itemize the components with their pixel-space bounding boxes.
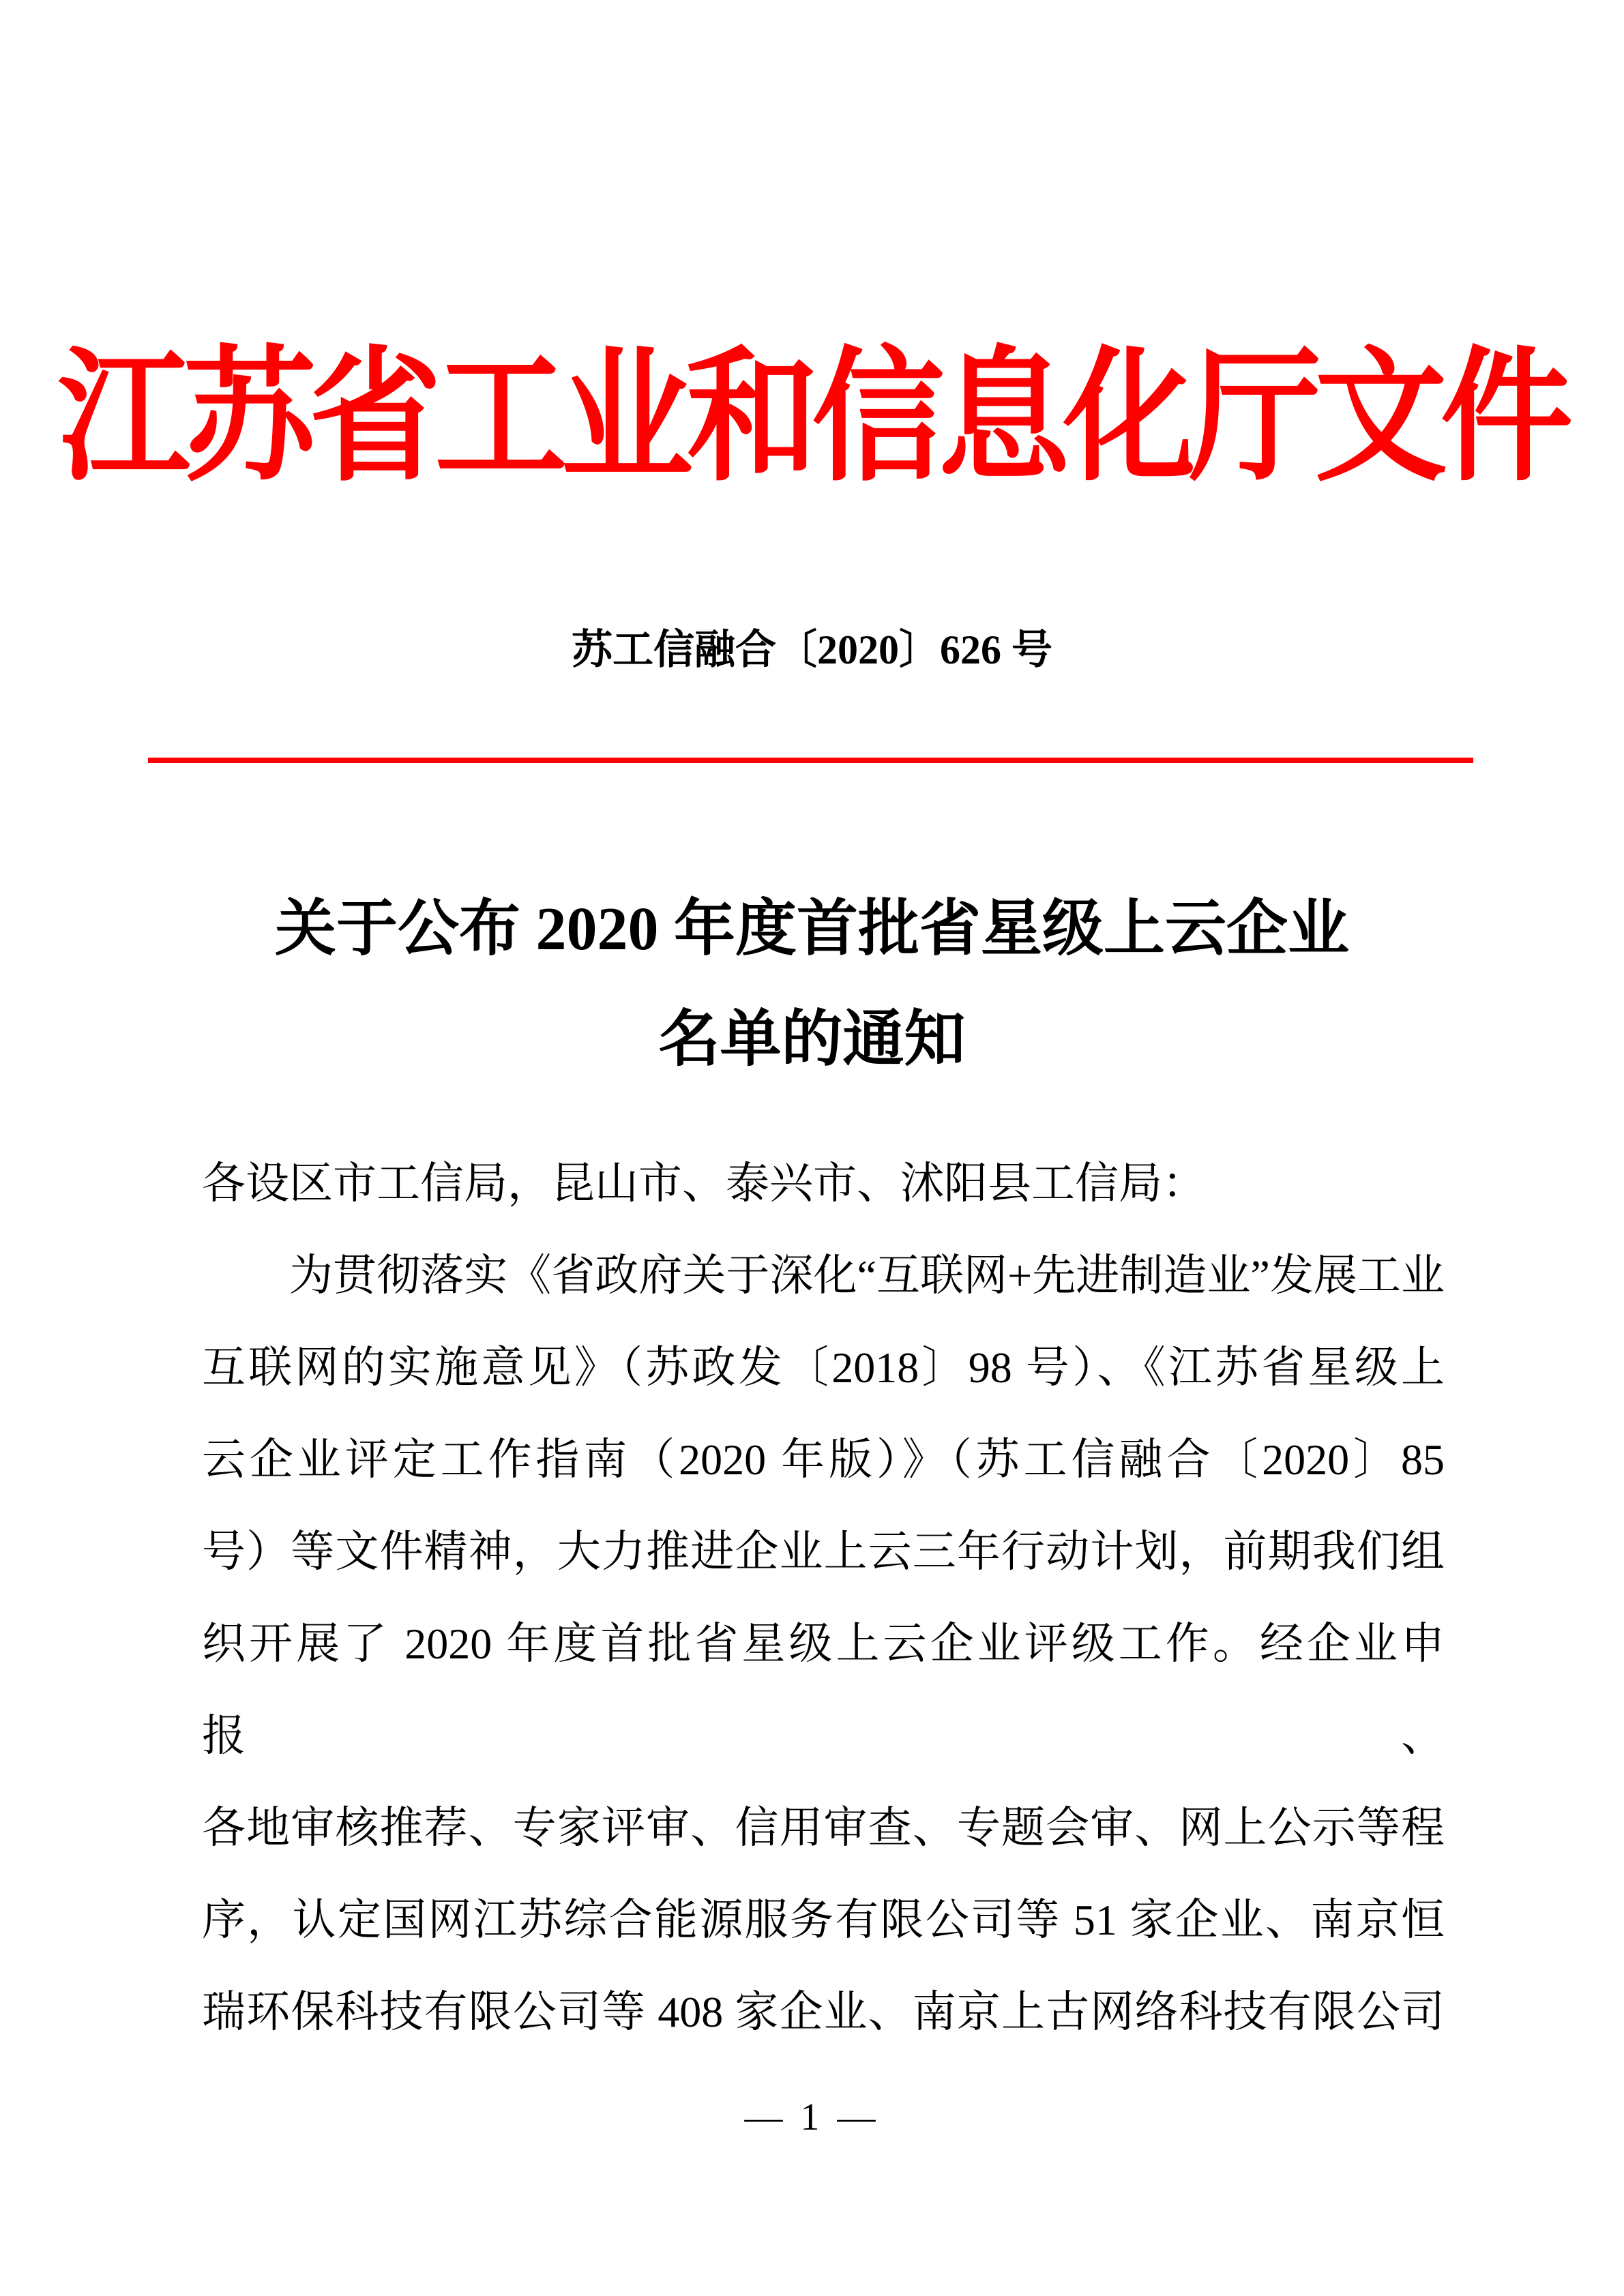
body-line: 云企业评定工作指南（2020 年版）》（苏工信融合〔2020〕85 (202, 1435, 1445, 1484)
body-line: 为贯彻落实《省政府关于深化“互联网+先进制造业”发展工业 (289, 1251, 1445, 1300)
body-line: 各地审核推荐、专家评审、信用审查、专题会审、网上公示等程 (202, 1804, 1445, 1852)
body-line: 序，认定国网江苏综合能源服务有限公司等 51 家企业、南京恒 (202, 1896, 1445, 1944)
body-line: 号）等文件精神，大力推进企业上云三年行动计划，前期我们组 (202, 1527, 1445, 1576)
document-title (0, 874, 1624, 1095)
body-line: 互联网的实施意见》（苏政发〔2018〕98 号）、《江苏省星级上 (202, 1343, 1445, 1392)
document-title-line-2: 名单的通知 (658, 1006, 966, 1073)
document-reference-number: 苏工信融合〔2020〕626 号 (572, 627, 1052, 672)
letterhead-title: 江苏省工业和信息化厅文件 (57, 338, 1567, 499)
document-title-line-1: 关于公布 2020 年度首批省星级上云企业 (275, 895, 1349, 963)
body-line: 瑞环保科技有限公司等 408 家企业、南京上古网络科技有限公司 (202, 1988, 1445, 2036)
page-number: — 1 — (744, 2096, 880, 2138)
document-body (202, 1137, 1445, 2058)
body-line: 织开展了 2020 年度首批省星级上云企业评级工作。经企业申报、 (202, 1620, 1445, 1760)
letterhead-separator-rule (148, 758, 1473, 763)
salutation-line: 各设区市工信局，昆山市、泰兴市、沭阳县工信局： (202, 1159, 1206, 1208)
